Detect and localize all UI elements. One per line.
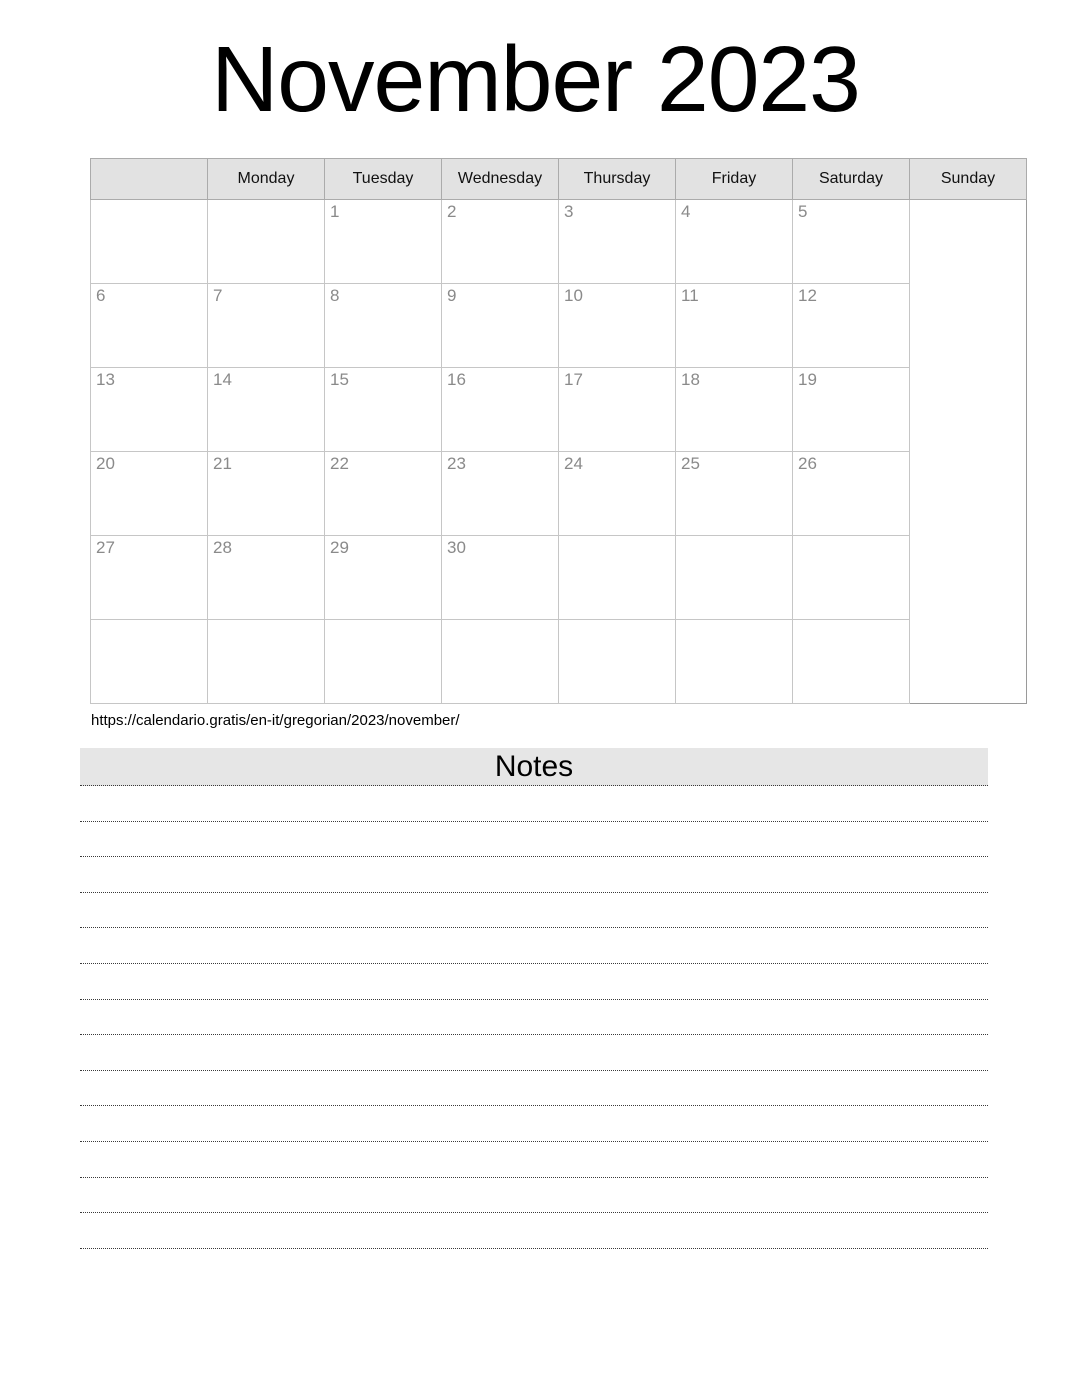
weekday-header-thursday: Thursday: [559, 159, 676, 200]
calendar-week-row: [91, 536, 1027, 620]
calendar-day-cell: [559, 620, 676, 704]
calendar-day-cell: [325, 452, 442, 536]
day-number: 18: [681, 370, 700, 389]
notes-line: [80, 1071, 988, 1107]
calendar-day-cell: [91, 284, 208, 368]
calendar-header: [91, 159, 1027, 200]
notes-line: [80, 786, 988, 822]
calendar-week-row: [91, 284, 1027, 368]
day-number: 5: [798, 202, 808, 221]
day-number: 21: [213, 454, 232, 473]
weekday-header-monday: Monday: [208, 159, 325, 200]
calendar-day-cell: [208, 620, 325, 704]
calendar-day-cell: [676, 536, 793, 620]
calendar-day-cell: [325, 536, 442, 620]
notes-lines: [80, 786, 988, 1249]
calendar-day-cell: [208, 284, 325, 368]
day-number: 17: [564, 370, 583, 389]
calendar-week-row: [91, 368, 1027, 452]
calendar-day-cell: [559, 536, 676, 620]
day-number: 26: [798, 454, 817, 473]
day-number: 14: [213, 370, 232, 389]
day-number: 6: [96, 286, 106, 305]
calendar-day-cell: [442, 620, 559, 704]
day-number: 28: [213, 538, 232, 557]
notes-header-bar: [80, 748, 988, 786]
calendar-day-cell: [676, 284, 793, 368]
day-number: 19: [798, 370, 817, 389]
calendar-day-cell: [442, 452, 559, 536]
weekday-header-saturday: Saturday: [793, 159, 910, 200]
calendar-day-cell: [208, 200, 325, 284]
calendar-day-cell: [208, 536, 325, 620]
day-number: 22: [330, 454, 349, 473]
calendar-day-cell: [325, 200, 442, 284]
calendar-day-cell: [793, 452, 910, 536]
notes-line: [80, 1035, 988, 1071]
calendar-day-cell: [559, 452, 676, 536]
calendar-day-cell: [325, 368, 442, 452]
calendar-day-cell: [325, 284, 442, 368]
calendar-day-cell: [208, 368, 325, 452]
notes-line: [80, 1106, 988, 1142]
day-number: 13: [96, 370, 115, 389]
calendar-body: [91, 200, 1027, 704]
day-number: 16: [447, 370, 466, 389]
notes-title: Notes: [494, 750, 574, 783]
calendar-day-cell: [559, 368, 676, 452]
day-number: 29: [330, 538, 349, 557]
calendar-week-row: [91, 620, 1027, 704]
day-number: 24: [564, 454, 583, 473]
notes-line: [80, 1000, 988, 1036]
day-number: 7: [213, 286, 223, 305]
calendar-day-cell: [676, 368, 793, 452]
notes-line: [80, 893, 988, 929]
calendar-day-cell: [91, 452, 208, 536]
calendar-day-cell: [91, 620, 208, 704]
notes-line: [80, 1178, 988, 1214]
week-number-column: [91, 159, 208, 200]
calendar-day-cell: [793, 284, 910, 368]
day-number: 15: [330, 370, 349, 389]
day-number: 30: [447, 538, 466, 557]
notes-section: [80, 748, 988, 1249]
day-number: 20: [96, 454, 115, 473]
notes-line: [80, 1142, 988, 1178]
calendar-day-cell: [559, 284, 676, 368]
day-number: 3: [564, 202, 574, 221]
calendar-day-cell: [442, 200, 559, 284]
calendar-week-row: [91, 452, 1027, 536]
notes-line: [80, 822, 988, 858]
day-number: 10: [564, 286, 583, 305]
notes-line: [80, 928, 988, 964]
calendar-day-cell: [91, 200, 208, 284]
day-number: 23: [447, 454, 466, 473]
source-url: https://calendario.gratis/en-it/gregorian/2023/november/: [91, 712, 460, 729]
day-number: 2: [447, 202, 457, 221]
weekday-header-tuesday: Tuesday: [325, 159, 442, 200]
calendar-week-row: [91, 200, 1027, 284]
calendar-day-cell: [442, 536, 559, 620]
calendar-table: [90, 158, 1027, 704]
weekday-header-sunday: Sunday: [910, 159, 1027, 200]
calendar-day-cell: [325, 620, 442, 704]
day-number: 25: [681, 454, 700, 473]
notes-line: [80, 964, 988, 1000]
calendar-day-cell: [676, 452, 793, 536]
calendar-day-cell: [793, 536, 910, 620]
weekday-header-wednesday: Wednesday: [442, 159, 559, 200]
day-number: 8: [330, 286, 340, 305]
calendar-day-cell: [793, 200, 910, 284]
weekday-header-friday: Friday: [676, 159, 793, 200]
calendar-day-cell: [208, 452, 325, 536]
day-number: 27: [96, 538, 115, 557]
weekday-header-row: [91, 159, 1027, 200]
day-number: 12: [798, 286, 817, 305]
calendar-day-cell: [91, 536, 208, 620]
notes-line: [80, 1213, 988, 1249]
calendar-day-cell: [91, 368, 208, 452]
page-title: November 2023: [211, 27, 860, 131]
calendar-day-cell: [676, 200, 793, 284]
calendar-day-cell: [559, 200, 676, 284]
calendar-day-cell: [793, 620, 910, 704]
day-number: 9: [447, 286, 457, 305]
notes-line: [80, 857, 988, 893]
day-number: 4: [681, 202, 691, 221]
day-number: 1: [330, 202, 340, 221]
calendar-day-cell: [442, 284, 559, 368]
calendar-day-cell: [442, 368, 559, 452]
day-number: 11: [681, 286, 699, 305]
calendar-day-cell: [676, 620, 793, 704]
calendar-day-cell: [793, 368, 910, 452]
